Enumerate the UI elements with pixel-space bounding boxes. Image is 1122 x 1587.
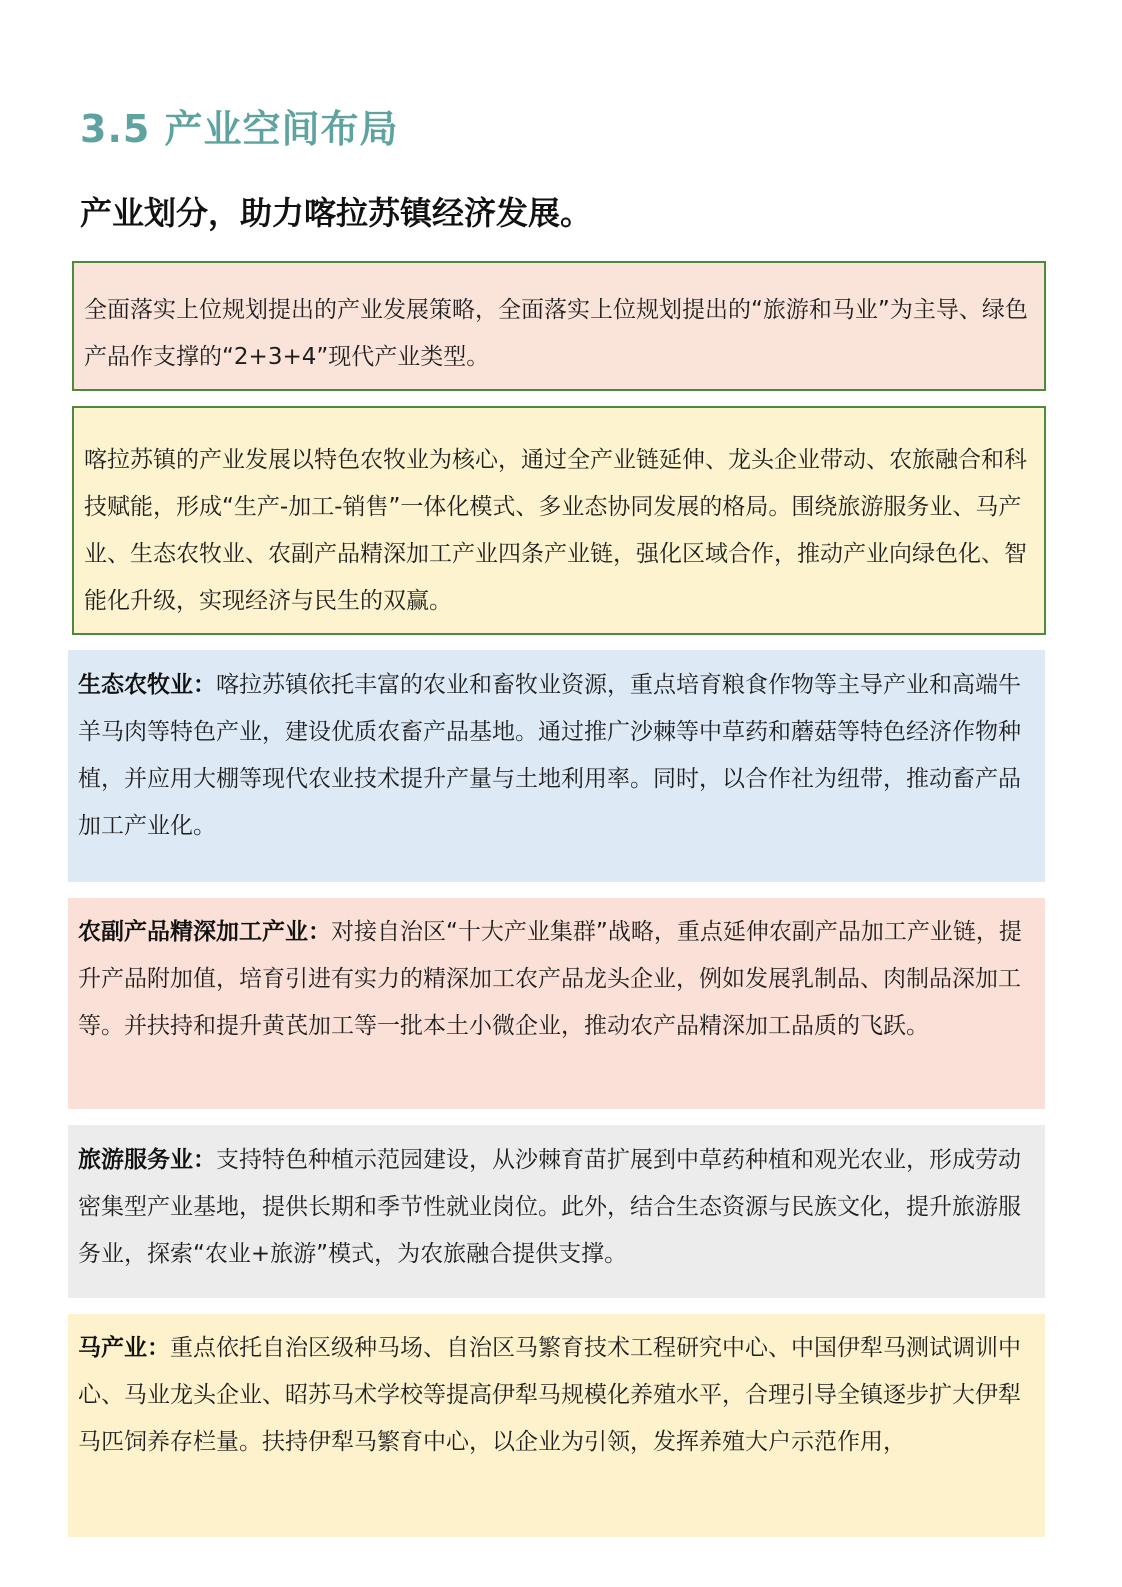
processing-text: 对接自治区“十大产业集群”战略，重点延伸农副产品加工产业链，提升产品附加值，培育引进有实力的精深加工农产品龙头企业，例如发展乳制品、肉制品深加工等。并扶持和提升黄芪加工等一批本土小微企业，推动农产品精深加工品质的飞跃。 (78, 919, 1022, 1039)
agriculture-label: 生态农牧业： (78, 672, 216, 698)
strategy-box (72, 261, 1046, 391)
processing-label: 农副产品精深加工产业： (78, 919, 331, 945)
agriculture-box (68, 650, 1045, 882)
section-title: 3.5 产业空间布局 (80, 107, 399, 151)
tourism-text: 支持特色种植示范园建设，从沙棘育苗扩展到中草药种植和观光农业，形成劳动密集型产业基地，提供长期和季节性就业岗位。此外，结合生态资源与民族文化，提升旅游服务业，探索“农业+旅游”模式，为农旅融合提供支撑。 (78, 1147, 1021, 1267)
horse-industry-box (68, 1314, 1045, 1537)
page-subtitle: 产业划分，助力喀拉苏镇经济发展。 (80, 194, 593, 232)
horse-text: 重点依托自治区级种马场、自治区马繁育技术工程研究中心、中国伊犁马测试调训中心、马业龙头企业、昭苏马术学校等提高伊犁马规模化养殖水平，合理引导全镇逐步扩大伊犁马匹饲养存栏量。扶持伊犁马繁育中心，以企业为引领，发挥养殖大户示范作用， (78, 1335, 1021, 1455)
horse-label: 马产业： (78, 1335, 170, 1361)
tourism-label: 旅游服务业： (78, 1147, 216, 1173)
tourism-box (68, 1125, 1045, 1298)
overview-box (72, 406, 1046, 635)
strategy-text: 全面落实上位规划提出的产业发展策略，全面落实上位规划提出的“旅游和马业”为主导、绿色产品作支撑的“2+3+4”现代产业类型。 (84, 297, 1028, 370)
processing-box (68, 898, 1045, 1109)
overview-text: 喀拉苏镇的产业发展以特色农牧业为核心，通过全产业链延伸、龙头企业带动、农旅融合和科技赋能，形成“生产-加工-销售”一体化模式、多业态协同发展的格局。围绕旅游服务业、马产业、生态农牧业、农副产品精深加工产业四条产业链，强化区域合作，推动产业向绿色化、智能化升级，实现经济与民生的双赢。 (84, 447, 1027, 614)
agriculture-text: 喀拉苏镇依托丰富的农业和畜牧业资源，重点培育粮食作物等主导产业和高端牛羊马肉等特色产业，建设优质农畜产品基地。通过推广沙棘等中草药和蘑菇等特色经济作物种植，并应用大棚等现代农业技术提升产量与土地利用率。同时，以合作社为纽带，推动畜产品加工产业化。 (78, 672, 1021, 839)
